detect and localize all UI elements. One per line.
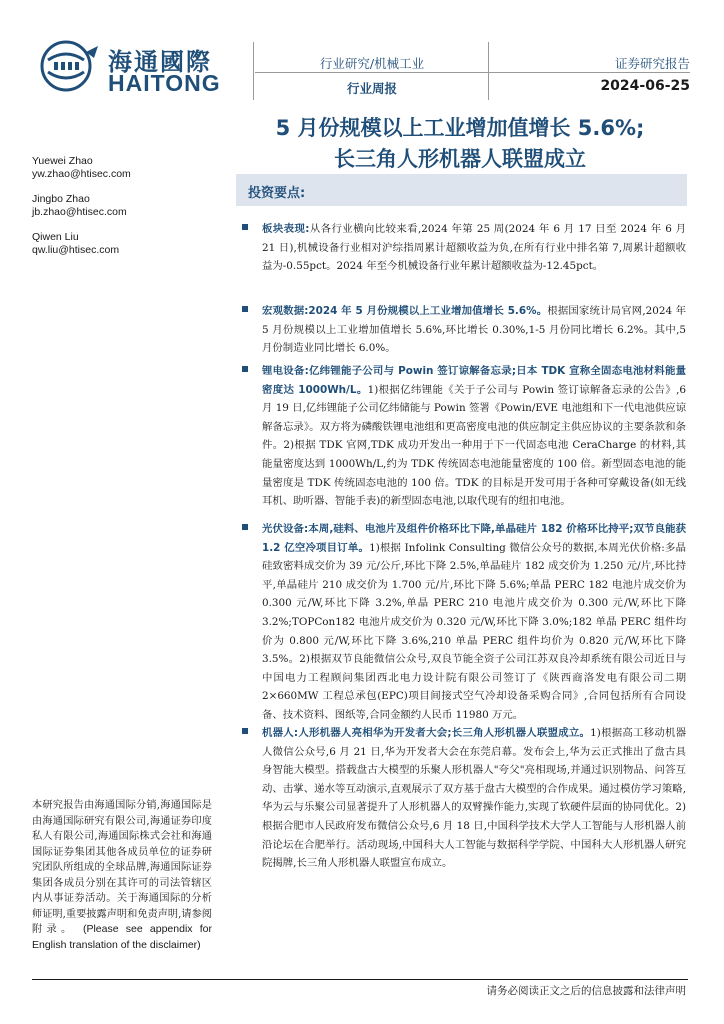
report-type: 行业周报: [346, 81, 397, 96]
author-block: [32, 155, 212, 180]
logo-english-name: HAITONG: [108, 70, 221, 96]
author-name: Jingbo Zhao: [32, 193, 90, 205]
author-email[interactable]: yw.zhao@htisec.com: [32, 167, 131, 180]
bullet-body: 1)根据高工移动机器人微信公众号,6 月 21 日,华为开发者大会在东莞启幕。发布会上,华为云正式推出了盘古具身智能大模型。搭载盘古大模型的乐聚人形机器人"夸父"亮相现场,并通过识别物品、问答互动、击掌、递水等互动演示,直观展示了双方基于盘古大模型的合作成果。通过模仿学习策略,华为云与乐聚公司显著提升了人形机器人的双臂操作能力,实现了软硬件层面的协同优化。2)根据合肥市人民政府发布微信公众号,6 月 18 日,中国科学技术大学人工智能与人形机器人前沿论坛在合肥举行。活动现场,中国科大人工智能与数据科学学院、中国科大人形机器人研究院揭牌,长三角人形机器人联盟宣布成立。: [262, 727, 686, 870]
author-block: [32, 193, 212, 218]
logo-chinese-name: 海通國際: [108, 48, 212, 76]
bullet-lead: 宏观数据:2024 年 5 月份规模以上工业增加值增长 5.6%。: [262, 305, 548, 317]
header-horizontal-rule: [255, 72, 690, 73]
author-list: [32, 155, 212, 269]
disclaimer: [32, 798, 212, 953]
page-title: [220, 113, 700, 175]
bullet-body: 从各行业横向比较来看,2024 年第 25 周(2024 年 6 月 17 日至 2024 年 6 月 21 日),机械设备行业相对沪综指周累计超额收益为负,在所有行业中排名第 7,周累计超额收益为-0.55pct。2024 年至今机械设备行业年累计超额收益为-12.45pct。: [262, 223, 687, 273]
bullet-lead: 锂电设备:亿纬锂能子公司与 Powin 签订谅解备忘录;日本 TDK 宣称全固态电池材料能量密度达 1000Wh/L。: [262, 365, 686, 396]
bullet-square-icon: [242, 306, 248, 312]
disclaimer-english: (Please see appendix for English translation of the disclaimer): [32, 923, 212, 951]
summary-heading: 投资要点:: [248, 186, 306, 201]
bullet-lead: 板块表现:: [262, 223, 310, 235]
report-category: 行业研究/机械工业: [319, 56, 425, 71]
bullet-body: 1)根据 Infolink Consulting 微信公众号的数据,本周光伏价格:多晶硅致密料成交价为 39 元/公斤,环比下降 2.5%,单晶硅片 182 成交价为 1.250 元/片,环比持平,单晶硅片 210 成交价为 1.700 元/片,环比下降 5.6%;单晶 PERC 182 电池片成交价为 0.300 元/W,环比下降 3.2%,单晶 PERC 210 电池片成交价为 0.300 元/W,环比下降 3.2%;TOPCon182 电池片成交价为 0.320 元/W,环比下降 3.0%;182 单晶 PERC 组件均价为 0.800 元/W,环比下降 3.6%,210 单晶 PERC 组件均价为 0.820 元/W,环比下降 3.5%。2)根据双节良能微信公众号,双良节能全资子公司江苏双良冷却系统有限公司近日与中国电力工程顾问集团西北电力设计院有限公司签订了《陕西商洛发电有限公司二期 2×660MW 工程总承包(EPC)项目间接式空气冷却设备采购合同》,合同包括所有合同设备、技术资料、图纸等,合同金额约人民币 11980 万元。: [262, 541, 687, 721]
bullet-text: [262, 724, 686, 873]
author-block: [32, 231, 212, 256]
bullet-robotics: [242, 724, 686, 873]
bullet-sector-performance: [242, 220, 686, 276]
footer-rule: [32, 979, 688, 980]
bullet-body: 根据国家统计局官网,2024 年 5 月份规模以上工业增加值增长 5.6%,环比增长 0.30%,1-5 月份同比增长 6.2%。其中,5 月份制造业同比增长 6.0%。: [262, 305, 686, 355]
author-email[interactable]: qw.liu@htisec.com: [32, 243, 120, 256]
bullet-body: 1)根据亿纬锂能《关于子公司与 Powin 签订谅解备忘录的公告》,6 月 19 日,亿纬锂能子公司亿纬储能与 Powin 签署《Powin/EVE 电池组和下一代电池供应谅解备忘录》。双方将为磷酸铁锂电池组和更高密度电池的供应制定主供应协议的主要条款和条件。2)根据 TDK 官网,TDK 成功开发出一种用于下一代固态电池 CeraCharge 的材料,其能量密度达到 1000Wh/L,约为 TDK 传统固态电池能量密度的 100 倍。新型固态电池的能量密度是 TDK 传统固态电池的 100 倍。TDK 的目标是开发可用于各种可穿戴设备(如无线耳机、助听器、智能手表)的新型固态电池,以取代现有的纽扣电池。: [262, 383, 687, 508]
footer-notice: 请务必阅读正文之后的信息披露和法律声明: [486, 985, 686, 997]
bullet-square-icon: [242, 524, 248, 530]
author-name: Yuewei Zhao: [32, 155, 93, 167]
bullet-macro-data: [242, 302, 686, 358]
bullet-square-icon: [242, 366, 248, 372]
title-line-1: 5 月份规模以上工业增加值增长 5.6%;: [275, 116, 645, 140]
bullet-text: [262, 302, 686, 358]
title-line-2: 长三角人形机器人联盟成立: [334, 147, 586, 171]
bullet-text: [262, 520, 686, 725]
report-date: 2024-06-25: [600, 78, 690, 94]
bullet-lead: 光伏设备:本周,硅料、电池片及组件价格环比下降,单晶硅片 182 价格环比持平;双节良能获 1.2 亿空冷项目订单。: [262, 523, 686, 554]
research-label: 证券研究报告: [614, 56, 690, 71]
author-name: Qiwen Liu: [32, 231, 79, 243]
bullet-photovoltaic-equipment: [242, 520, 686, 725]
haitong-logo-icon: [40, 40, 100, 92]
bullet-text: [262, 220, 686, 276]
bullet-square-icon: [242, 224, 248, 230]
header-divider-left: [253, 42, 254, 100]
header-divider-right: [488, 42, 489, 100]
bullet-lead: 机器人:人形机器人亮相华为开发者大会;长三角人形机器人联盟成立。: [262, 727, 591, 739]
bullet-lithium-equipment: [242, 362, 686, 511]
bullet-square-icon: [242, 728, 248, 734]
author-email[interactable]: jb.zhao@htisec.com: [32, 205, 127, 218]
bullet-text: [262, 362, 686, 511]
disclaimer-chinese: 本研究报告由海通国际分销,海通国际是由海通国际研究有限公司,海通证券印度私人有限公司,海通国际株式会社和海通国际证券集团其他各成员单位的证券研究团队所组成的全球品牌,海通国际证券集团各成员分别在其许可的司法管辖区内从事证券活动。关于海通国际的分析师证明,重要披露声明和免责声明,请参阅附录。: [32, 800, 212, 935]
